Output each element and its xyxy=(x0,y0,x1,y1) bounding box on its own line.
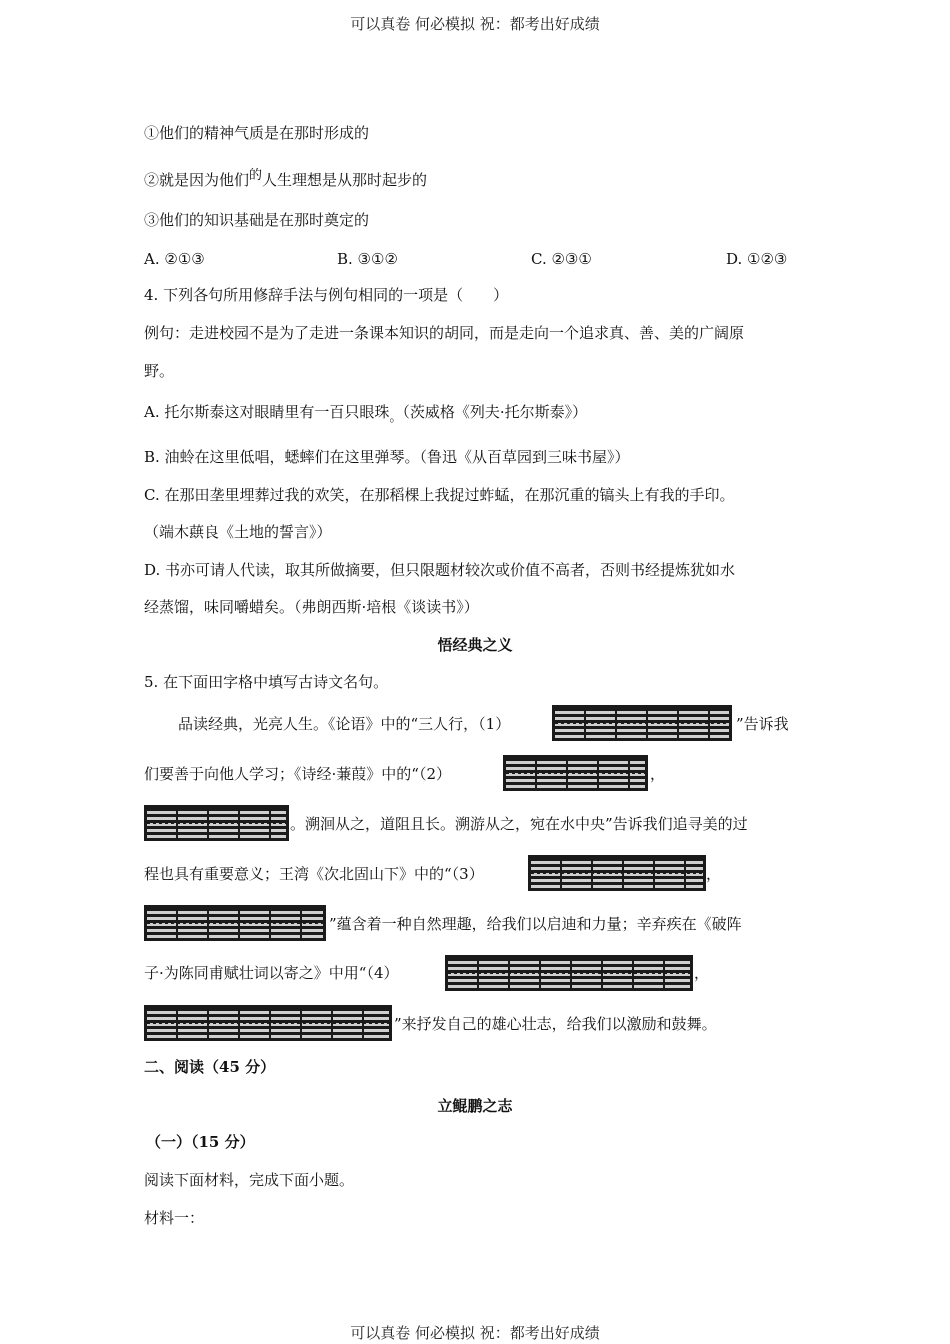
tianzige-grid-3a[interactable] xyxy=(528,855,706,891)
q5-line1-tail: ”告诉我 xyxy=(736,715,789,733)
q5-line2-tail: ， xyxy=(650,765,666,783)
q4-option-d-line1: D. 书亦可请人代读，取其所做摘要，但只限题材较次或价值不高者，否则书经提炼犹如水 xyxy=(144,561,736,579)
section-title-classics: 悟经典之义 xyxy=(437,636,513,654)
q5-line3-text: 。溯洄从之，道阻且长。溯游从之，宛在水中央”告诉我们追寻美的过 xyxy=(290,815,748,833)
sentence-3: ③他们的知识基础是在那时奠定的 xyxy=(144,211,370,229)
q4-example-line1: 例句：走进校园不是为了走进一条课本知识的胡同，而是走向一个追求真、善、美的广阔原 xyxy=(144,324,745,342)
q5-stem: 5. 在下面田字格中填写古诗文名句。 xyxy=(144,673,389,691)
q3-option-c: C. ②③① xyxy=(531,250,592,268)
sentence-2-raised-char: 的 xyxy=(249,168,263,183)
tianzige-grid-4a[interactable] xyxy=(445,955,693,991)
sentence-2-part2: 人生理想是从那时起步的 xyxy=(262,171,428,189)
tianzige-grid-2a[interactable] xyxy=(503,755,648,791)
q4-stem: 4. 下列各句所用修辞手法与例句相同的一项是（ ） xyxy=(144,286,509,304)
reading-one-heading: （一）（15 分） xyxy=(146,1133,255,1151)
sentence-2 xyxy=(144,170,427,192)
q5-line2-text: 们要善于向他人学习；《诗经·蒹葭》中的“（2） xyxy=(144,765,451,783)
q5-line4-text: 程也具有重要意义；王湾《次北固山下》中的“（3） xyxy=(144,865,484,883)
part-two-title: 二、阅读（45 分） xyxy=(144,1058,276,1076)
section-title-ambition: 立鲲鹏之志 xyxy=(437,1097,513,1115)
q5-line6-text: 子·为陈同甫赋壮词以寄之》中用“（4） xyxy=(144,964,399,982)
q3-option-b: B. ③①② xyxy=(337,250,398,268)
tianzige-grid-3b[interactable] xyxy=(144,905,326,941)
q4-option-a xyxy=(144,402,587,424)
page-header: 可以真卷 何必模拟 祝：都考出好成绩 xyxy=(350,15,600,33)
q4-option-a-period: 。 xyxy=(389,410,403,425)
sentence-1: ①他们的精神气质是在那时形成的 xyxy=(144,124,370,142)
q4-option-d-line2: 经蒸馏，味同嚼蜡矣。（弗朗西斯·培根《谈读书》） xyxy=(144,598,479,616)
q5-line4-tail: ， xyxy=(706,865,722,883)
tianzige-grid-1[interactable] xyxy=(552,705,732,741)
q3-option-a: A. ②①③ xyxy=(144,250,205,268)
q5-line1-text: 品读经典，光亮人生。《论语》中的“三人行，（1） xyxy=(178,715,511,733)
q5-line6-tail: ， xyxy=(694,964,710,982)
q4-option-a-source: （茨威格《列夫·托尔斯泰》） xyxy=(402,403,588,421)
tianzige-grid-2b[interactable] xyxy=(144,805,289,841)
reading-instruction: 阅读下面材料，完成下面小题。 xyxy=(144,1171,355,1189)
q5-line5-text: ”蕴含着一种自然理趣，给我们以启迪和力量；辛弃疾在《破阵 xyxy=(329,915,742,933)
tianzige-grid-4b[interactable] xyxy=(144,1005,392,1041)
sentence-2-part1: ②就是因为他们 xyxy=(144,171,250,189)
q5-line7-text: ”来抒发自己的雄心壮志，给我们以激励和鼓舞。 xyxy=(394,1015,717,1033)
q4-option-c-line2: （端木蕻良《土地的誓言》） xyxy=(144,523,332,541)
q4-option-b: B. 油蛉在这里低唱，蟋蟀们在这里弹琴。（鲁迅《从百草园到三味书屋》） xyxy=(144,448,630,466)
q4-option-c-line1: C. 在那田垄里埋葬过我的欢笑，在那稻棵上我捉过蚱蜢，在那沉重的镐头上有我的手印。 xyxy=(144,486,735,504)
q4-example-line2: 野。 xyxy=(144,362,175,380)
q3-option-d: D. ①②③ xyxy=(726,250,788,268)
page-footer: 可以真卷 何必模拟 祝：都考出好成绩 xyxy=(350,1324,600,1342)
material-one-label: 材料一： xyxy=(144,1209,205,1227)
q4-option-a-text: A. 托尔斯泰这对眼睛里有一百只眼珠 xyxy=(144,403,390,421)
